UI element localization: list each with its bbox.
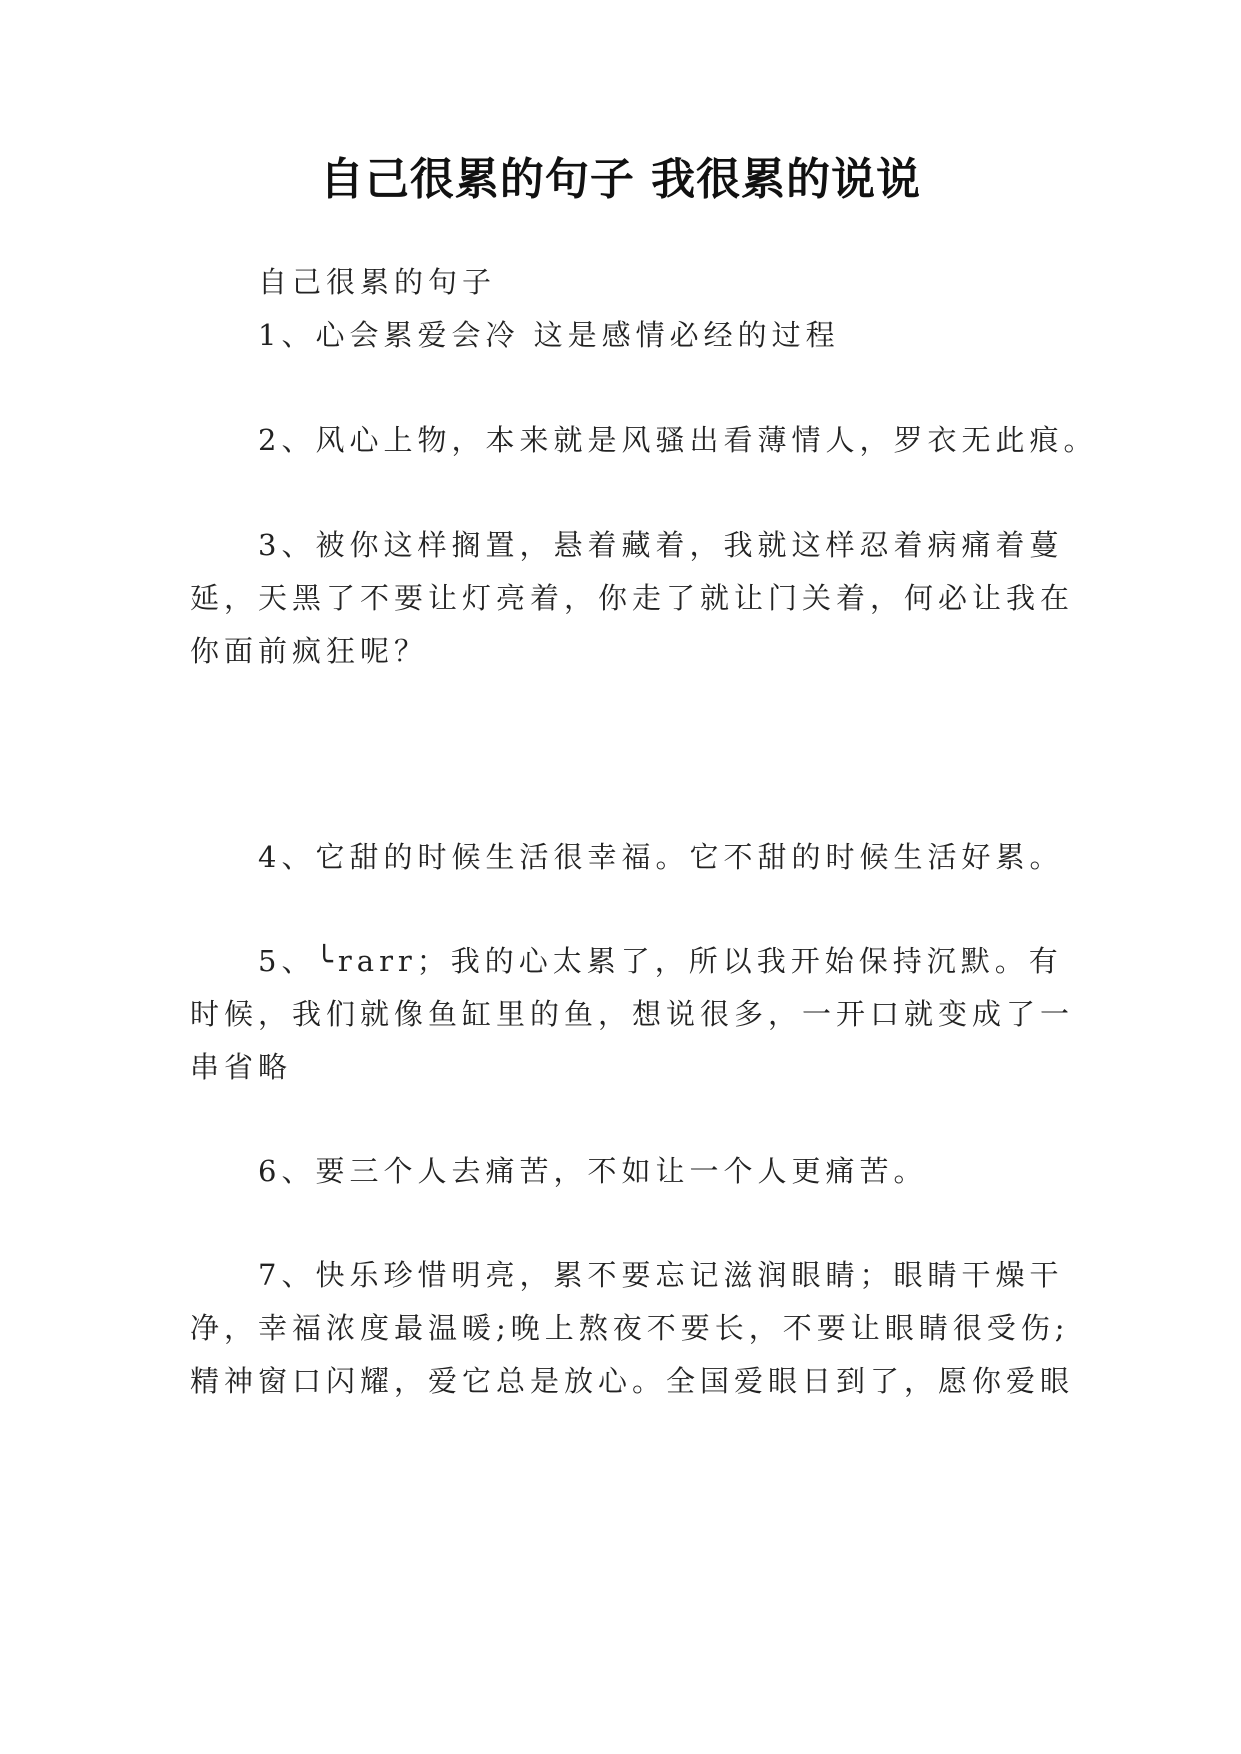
item-5-line-1: 5、╰rarr；我的心太累了，所以我开始保持沉默。有 [258,944,1063,978]
item-7-line-1: 7、快乐珍惜明亮，累不要忘记滋润眼睛；眼睛干燥干 [258,1258,1064,1292]
item-7-line-3: 精神窗口闪耀，爱它总是放心。全国爱眼日到了，愿你爱眼 [190,1364,1075,1398]
item-2-line-1: 2、风心上物，本来就是风骚出看薄情人，罗衣无此痕。 [258,423,1098,457]
subheading: 自己很累的句子 [258,265,497,299]
item-5-line-3: 串省略 [190,1050,293,1084]
item-5-line-2: 时候，我们就像鱼缸里的鱼，想说很多，一开口就变成了一 [190,997,1075,1031]
item-3-line-1: 3、被你这样搁置，悬着藏着，我就这样忍着病痛着蔓 [258,528,1064,562]
item-1-line-1: 1、心会累爱会冷 这是感情必经的过程 [258,318,840,352]
item-7-line-2: 净，幸福浓度最温暖;晚上熬夜不要长，不要让眼睛很受伤; [190,1311,1070,1345]
item-6-line-1: 6、要三个人去痛苦，不如让一个人更痛苦。 [258,1154,928,1188]
document-title: 自己很累的句子 我很累的说说 [319,154,922,205]
item-3-line-3: 你面前疯狂呢？ [190,634,429,668]
item-4-line-1: 4、它甜的时候生活很幸福。它不甜的时候生活好累。 [258,840,1064,874]
item-3-line-2: 延，天黑了不要让灯亮着，你走了就让门关着，何必让我在 [190,581,1075,615]
